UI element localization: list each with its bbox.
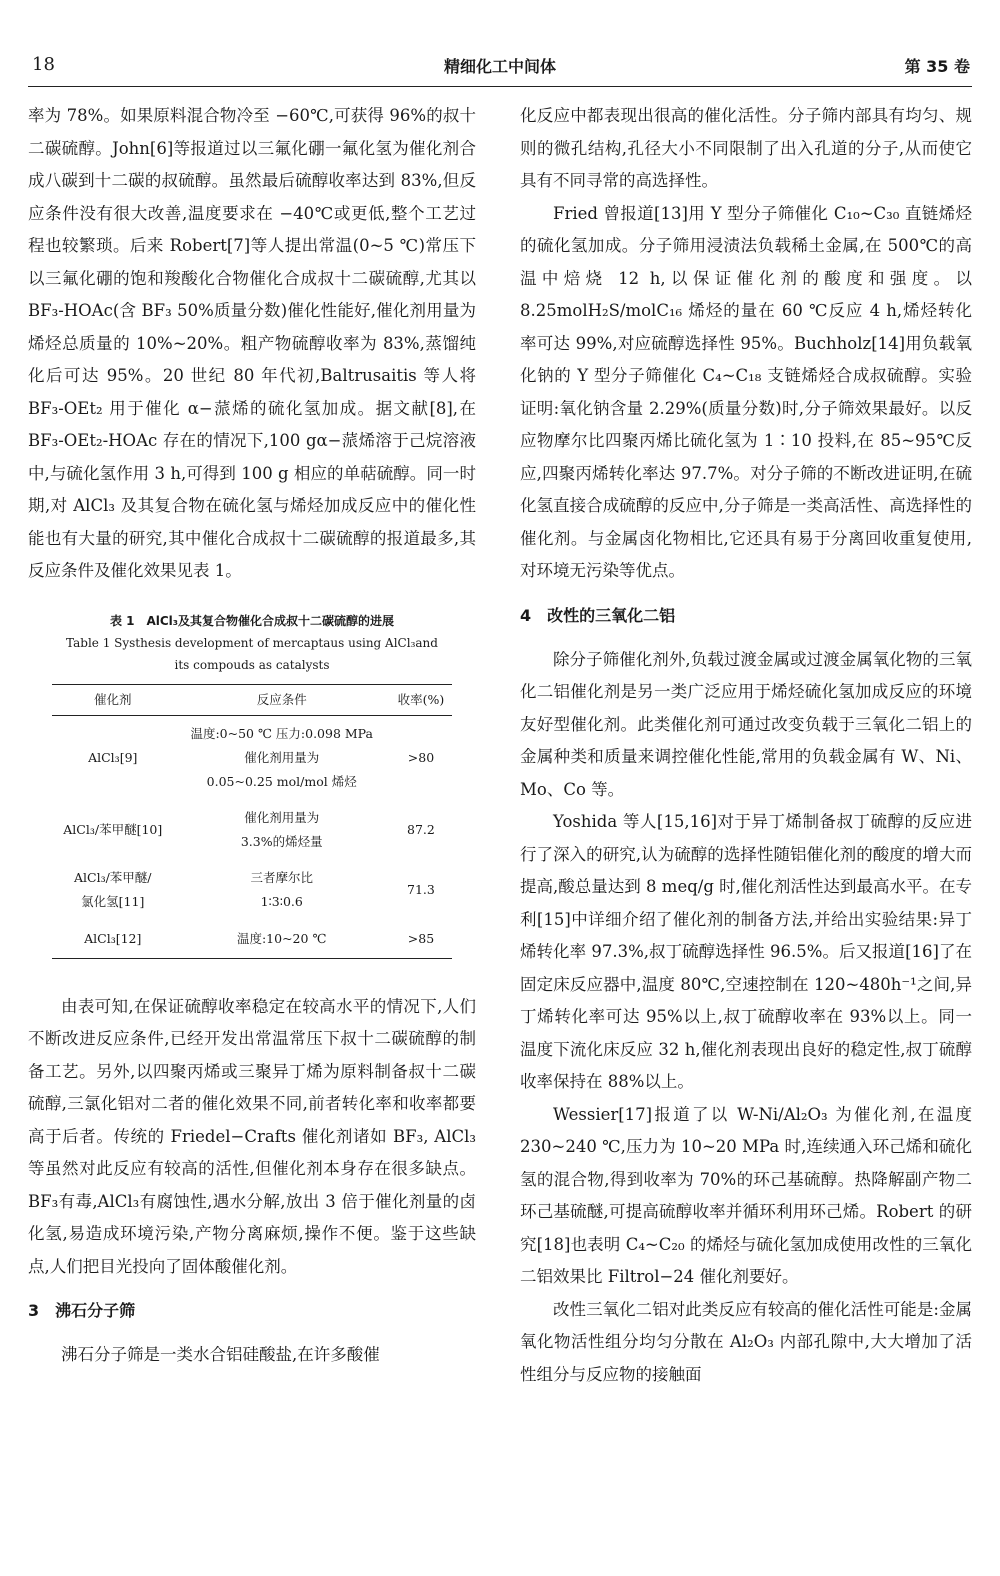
- table-row: [52, 860, 452, 920]
- paragraph: Wessier[17]报道了以 W-Ni/Al₂O₃ 为催化剂,在温度 230~240 ℃,压力为 10~20 MPa 时,连续通入环己烯和硫化氢的混合物,得到收率为 70%的环己基硫醇。热降解副产物二环己基硫醚,可提高硫醇收率并循环利用环己烯。Robert 的研究[18]也表明 C₄~C₂₀ 的烯烃与硫化氢加成使用改性的三氧化二铝效果比 Filtrol−24 催化剂要好。: [520, 1104, 972, 1286]
- paragraph: Yoshida 等人[15,16]对于异丁烯制备叔丁硫醇的反应进行了深入的研究,认为硫醇的选择性随铝催化剂的酸度的增大而提高,酸总量达到 8 meq/g 时,催化剂活性达到最高水平。在专利[15]中详细介绍了催化剂的制备方法,并给出实验结果:异丁烯转化率 97.3%,叔丁硫醇选择性 96.5%。后又报道[16]了在固定床反应器中,温度 80℃,空速控制在 120~480h⁻¹之间,异丁烯转化率可达 95%以上,叔丁硫醇收率在 93%以上。同一温度下流化床反应 32 h,催化剂表现出良好的稳定性,叔丁硫醇收率保持在 88%以上。: [520, 812, 972, 1091]
- column-header: 反应条件: [174, 684, 390, 715]
- condition-line: 三者摩尔比: [250, 869, 313, 885]
- paragraph: 率为 78%。如果原料混合物冷至 −60℃,可获得 96%的叔十二碳硫醇。John[6]等报道过以三氟化硼一氟化氢为催化剂合成八碳到十二碳的叔硫醇。虽然最后硫醇收率达到 83%,但反应条件没有很大改善,温度要求在 −40℃或更低,整个工艺过程也较繁琐。后来 Robert[7]等人提出常温(0~5 ℃)常压下以三氟化硼的饱和羧酸化合物催化合成叔十二碳硫醇,尤其以 BF₃-HOAc(含 BF₃ 50%质量分数)催化性能好,催化剂用量为烯烃总质量的 10%~20%。粗产物硫醇收率为 83%,蒸馏纯化后可达 95%。20 世纪 80 年代初,Baltrusaitis 等人将 BF₃-OEt₂ 用于催化 α−蒎烯的硫化氢加成。据文献[8],在 BF₃-OEt₂-HOAc 存在的情况下,100 gα−蒎烯溶于己烷溶液中,与硫化氢作用 3 h,可得到 100 g 相应的单萜硫醇。同一时期,对 AlCl₃ 及其复合物在硫化氢与烯烃加成反应中的催化性能也有大量的研究,其中催化合成叔十二碳硫醇的报道最多,其反应条件及催化效果见表 1。: [28, 106, 476, 580]
- paragraph: 由表可知,在保证硫醇收率稳定在较高水平的情况下,人们不断改进反应条件,已经开发出常温常压下叔十二碳硫醇的制备工艺。另外,以四聚丙烯或三聚异丁烯为原料制备叔十二碳硫醇,三氯化铝对二者的催化效果不同,前者转化率和收率都要高于后者。传统的 Friedel−Crafts 催化剂诸如 BF₃, AlCl₃等虽然对此反应有较高的活性,但催化剂本身存在很多缺点。BF₃有毒,AlCl₃有腐蚀性,遇水分解,放出 3 倍于催化剂量的卤化氢,易造成环境污染,产物分离麻烦,操作不便。鉴于这些缺点,人们把目光投向了固体酸催化剂。: [28, 996, 476, 1276]
- table-cell: [174, 715, 390, 800]
- volume-label: 第 35 卷: [904, 57, 970, 76]
- journal-title: 精细化工中间体: [443, 57, 556, 76]
- condition-line: 1∶3∶0.6: [260, 893, 303, 909]
- condition-line: 0.05~0.25 mol/mol 烯烃: [206, 773, 357, 789]
- table-cell: [174, 920, 390, 959]
- yield-cell: >85: [390, 920, 452, 959]
- condition-line: 催化剂用量为: [244, 809, 320, 825]
- left-column: [28, 100, 476, 1372]
- condition-line: 催化剂用量为: [244, 749, 320, 765]
- paragraph: 改性三氧化二铝对此类反应有较高的催化活性可能是:金属氧化物活性组分均匀分散在 Al₂O₃ 内部孔隙中,大大增加了活性组分与反应物的接触面: [520, 1299, 972, 1384]
- table-cell: [52, 715, 174, 800]
- table-caption-en: Table 1 Systhesis development of mercaptaus using AlCl₃and: [66, 635, 438, 650]
- paragraph: 沸石分子筛是一类水合铝硅酸盐,在许多酸催: [61, 1345, 380, 1364]
- table-cell: [52, 920, 174, 959]
- condition-line: 3.3%的烯烃量: [240, 833, 323, 849]
- table-caption-en-cont: its compouds as catalysts: [174, 657, 330, 672]
- page-number: 18: [32, 54, 55, 75]
- table-row: [52, 800, 452, 860]
- catalyst-name: AlCl₃/苯甲醚/: [73, 869, 152, 885]
- catalyst-name: AlCl₃[9]: [88, 749, 138, 765]
- condition-line: 温度:0~50 ℃ 压力:0.098 MPa: [190, 725, 373, 741]
- page-header: [28, 50, 972, 87]
- table-header-row: [52, 684, 452, 715]
- paragraph: Fried 曾报道[13]用 Y 型分子筛催化 C₁₀~C₃₀ 直链烯烃的硫化氢加成。分子筛用浸渍法负载稀土金属,在 500℃的高温中焙烧 12 h,以保证催化剂的酸度和强度。以 8.25molH₂S/molC₁₆ 烯烃的量在 60 ℃反应 4 h,烯烃转化率可达 99%,对应硫醇选择性 95%。Buchholz[14]用负载氧化钠的 Y 型分子筛催化 C₄~C₁₈ 支链烯烃合成叔硫醇。实验证明:氧化钠含量 2.29%(质量分数)时,分子筛效果最好。以反应物摩尔比四聚丙烯比硫化氢为 1∶10 投料,在 85~95℃反应,四聚丙烯转化率达 97.7%。对分子筛的不断改进证明,在硫化氢直接合成硫醇的反应中,分子筛是一类高活性、高选择性的催化剂。与金属卤化物相比,它还具有易于分离回收重复使用,对环境无污染等优点。: [520, 203, 972, 580]
- paragraph: 化反应中都表现出很高的催化活性。分子筛内部具有均匀、规则的微孔结构,孔径大小不同限制了出入孔道的分子,从而使它具有不同寻常的高选择性。: [520, 106, 972, 190]
- paragraph: 除分子筛催化剂外,负载过渡金属或过渡金属氧化物的三氧化二铝催化剂是另一类广泛应用于烯烃硫化氢加成反应的环境友好型催化剂。此类催化剂可通过改变负载于三氧化二铝上的金属种类和质量来调控催化性能,常用的负载金属有 W、Ni、Mo、Co 等。: [520, 649, 972, 799]
- yield-cell: 71.3: [407, 881, 435, 897]
- column-header: 催化剂: [52, 684, 174, 715]
- table-cell: [174, 860, 390, 920]
- column-header: 收率(%): [390, 684, 452, 715]
- table-row: [52, 920, 452, 959]
- right-column: [520, 100, 972, 1391]
- yield-cell: 87.2: [407, 821, 435, 837]
- yield-cell: >80: [407, 749, 435, 765]
- catalyst-name: AlCl₃/苯甲醚[10]: [63, 821, 163, 837]
- catalyst-table: [52, 684, 452, 959]
- table-caption-cn: 表 1 AlCl₃及其复合物催化合成叔十二碳硫醇的进展: [109, 613, 395, 628]
- section-heading-3: 3 沸石分子筛: [28, 1301, 136, 1320]
- table-cell: [174, 800, 390, 860]
- condition-line: 温度:10~20 ℃: [236, 930, 327, 946]
- table-cell: [52, 860, 174, 920]
- catalyst-name-cont: 氯化氢[11]: [81, 893, 145, 909]
- catalyst-name: AlCl₃[12]: [84, 930, 142, 946]
- table-cell: [52, 800, 174, 860]
- table-row: [52, 715, 452, 800]
- section-heading-4: 4 改性的三氧化二铝: [520, 605, 676, 625]
